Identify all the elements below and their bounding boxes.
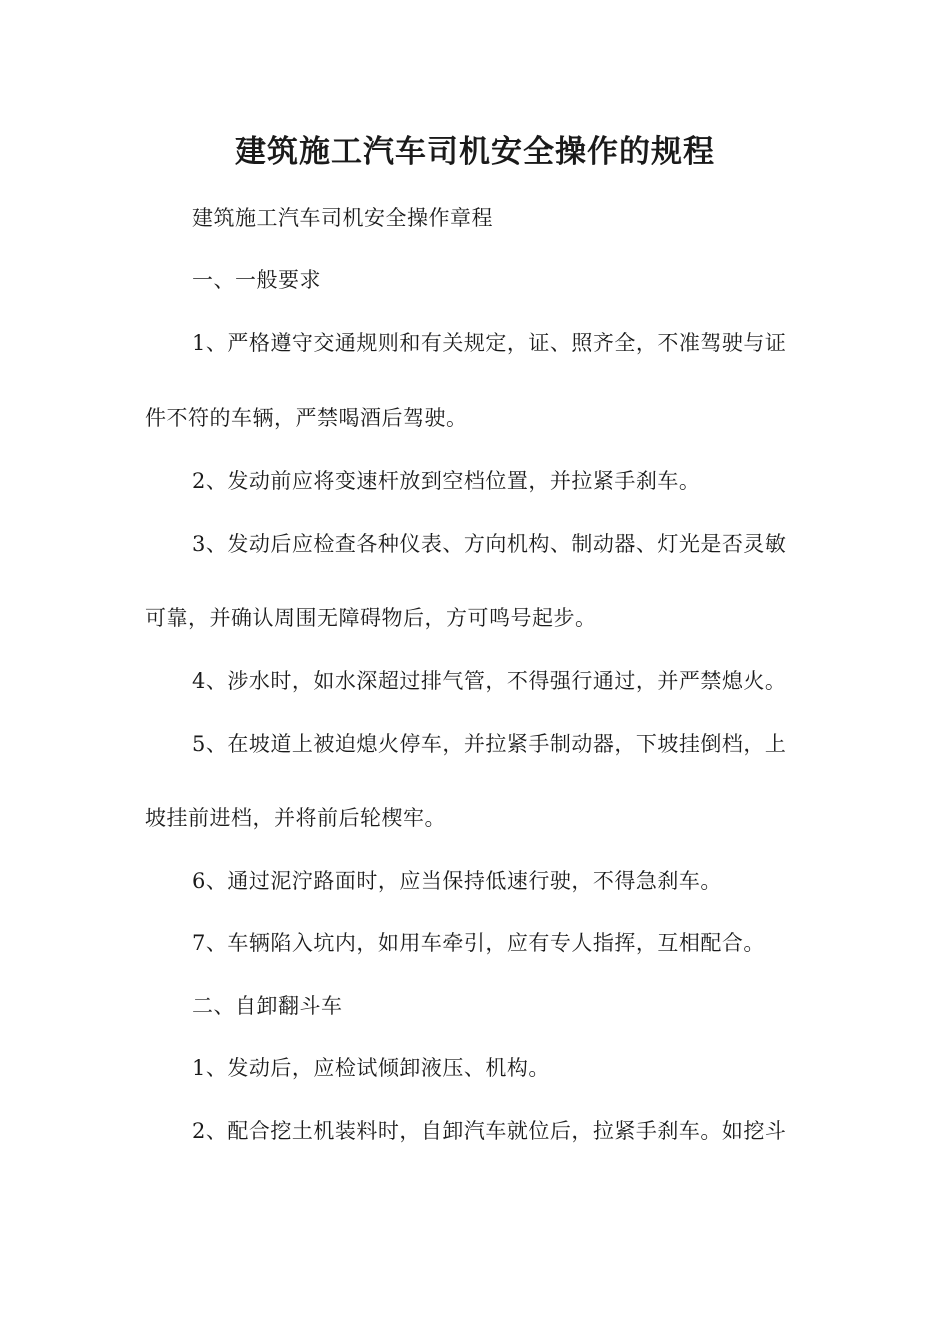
- paragraph-line: 可靠，并确认周围无障碍物后，方可鸣号起步。: [145, 606, 597, 630]
- section-heading-dump-truck: 二、自卸翻斗车: [192, 994, 343, 1018]
- paragraph-line: 1、发动后，应检试倾卸液压、机构。: [192, 1056, 550, 1080]
- paragraph-line: 件不符的车辆，严禁喝酒后驾驶。: [145, 406, 468, 430]
- paragraph-line: 4、涉水时，如水深超过排气管，不得强行通过，并严禁熄火。: [192, 669, 787, 693]
- document-title: 建筑施工汽车司机安全操作的规程: [235, 134, 715, 170]
- paragraph-line: 7、车辆陷入坑内，如用车牵引，应有专人指挥，互相配合。: [192, 931, 765, 955]
- section-heading-general: 一、一般要求: [192, 268, 321, 292]
- paragraph-line: 6、通过泥泞路面时，应当保持低速行驶，不得急刹车。: [192, 869, 722, 893]
- subtitle-line: 建筑施工汽车司机安全操作章程: [192, 206, 493, 230]
- paragraph-line: 1、严格遵守交通规则和有关规定，证、照齐全，不准驾驶与证: [192, 331, 787, 355]
- paragraph-line: 坡挂前进档，并将前后轮楔牢。: [145, 806, 446, 830]
- paragraph-line: 3、发动后应检查各种仪表、方向机构、制动器、灯光是否灵敏: [192, 532, 787, 556]
- paragraph-line: 5、在坡道上被迫熄火停车，并拉紧手制动器，下坡挂倒档，上: [192, 732, 787, 756]
- paragraph-line: 2、配合挖土机装料时，自卸汽车就位后，拉紧手刹车。如挖斗: [192, 1119, 787, 1143]
- paragraph-line: 2、发动前应将变速杆放到空档位置，并拉紧手刹车。: [192, 469, 701, 493]
